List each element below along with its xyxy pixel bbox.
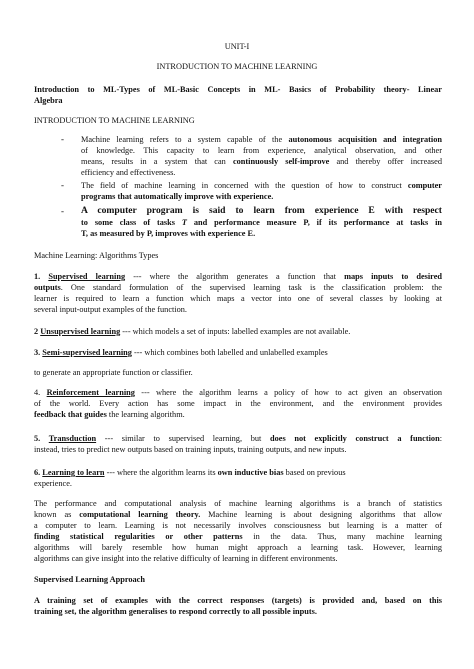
- section-heading: INTRODUCTION TO MACHINE LEARNING: [34, 116, 195, 125]
- type-6-line-1: 6. Learning to learn --- where the algorithm learns its own inductive bias based on previous: [34, 468, 346, 477]
- type-2-line: 2 Unsupervised learning --- which models a set of inputs: labelled examples are not available.: [34, 327, 351, 336]
- sla-line-1: A training set of examples with the correct responses (targets) is provided and, based on this: [34, 596, 442, 605]
- types-heading: Machine Learning: Algorithms Types: [34, 251, 159, 260]
- type-5-line-1: 5. Transduction --- similar to supervised learning, but does not explicitly construct a function:: [34, 434, 442, 443]
- bullet-1-line-2: of knowledge. This capacity to learn from experience, analytical observation, and other: [81, 146, 442, 155]
- bullet-3-line-1: A computer program is said to learn from experience E with respect: [81, 205, 442, 216]
- para-line-5: algorithms will barely resemble how human might approach a learning task. However, learning: [34, 543, 442, 552]
- type-5-line-2: instead, tries to predict new outputs based on training inputs, training outputs, and new inputs.: [34, 445, 347, 454]
- para-line-4: finding statistical regularities or other patterns in the data. Thus, many machine learning: [34, 532, 442, 541]
- page-title: INTRODUCTION TO MACHINE LEARNING: [156, 62, 318, 71]
- type-4-line-3: feedback that guides the learning algorithm.: [34, 410, 185, 419]
- type-3-line-1: 3. Semi-supervised learning --- which combines both labelled and unlabelled examples: [34, 348, 328, 357]
- bullet-1-line-3: means, results in a system that can continuously self-improve and thereby offer increased: [81, 157, 442, 166]
- bullet-marker: -: [61, 180, 64, 190]
- subtitle-line-2: Algebra: [34, 96, 63, 105]
- type-1-line-4: several input-output examples of the function.: [34, 305, 187, 314]
- bullet-3-line-2: to some class of tasks T and performance measure P, if its performance at tasks in: [81, 218, 442, 227]
- bullet-marker: -: [61, 134, 64, 144]
- type-4-line-2: of the world. Every action has some impact in the environment, and the environment provides: [34, 399, 442, 408]
- bullet-marker: -: [61, 206, 64, 216]
- bullet-2-line-1: The field of machine learning in concerned with the question of how to construct computer: [81, 181, 442, 190]
- para-line-6: algorithms can give insight into the relative difficulty of learning in different environments.: [34, 554, 338, 563]
- sla-heading: Supervised Learning Approach: [34, 575, 145, 584]
- type-6-line-2: experience.: [34, 479, 73, 488]
- type-1-line-2: outputs. One standard formulation of the supervised learning task is the classification problem: the: [34, 283, 442, 292]
- subtitle-line-1: Introduction to ML-Types of ML-Basic Concepts in ML- Basics of Probability theory- Linear: [34, 85, 442, 94]
- unit-label: UNIT-I: [224, 42, 250, 51]
- para-line-2: known as computational learning theory. Machine learning is about designing algorithms that allow: [34, 510, 442, 519]
- para-line-3: a computer to learn. Learning is not necessarily involves consciousness but learning is a matter of: [34, 521, 442, 530]
- bullet-1-line-1: Machine learning refers to a system capable of the autonomous acquisition and integration: [81, 135, 442, 144]
- bullet-1-line-4: efficiency and effectiveness.: [81, 168, 176, 177]
- type-4-line-1: 4. Reinforcement learning --- where the algorithm learns a policy of how to act given an observation: [34, 388, 442, 397]
- type-1-line-3: learner is required to learn a function which maps a vector into one of several classes by looking at: [34, 294, 442, 303]
- bullet-2-line-2: programs that automatically improve with experience.: [81, 192, 274, 201]
- type-1-line-1: 1. Supervised learning --- where the algorithm generates a function that maps inputs to desired: [34, 272, 443, 281]
- para-line-1: The performance and computational analysis of machine learning algorithms is a branch of statistics: [34, 499, 442, 508]
- type-3-line-2: to generate an appropriate function or classifier.: [34, 368, 193, 377]
- bullet-3-line-3: T, as measured by P, improves with experience E.: [81, 229, 256, 238]
- sla-line-2: training set, the algorithm generalises to respond correctly to all possible inputs.: [34, 607, 317, 616]
